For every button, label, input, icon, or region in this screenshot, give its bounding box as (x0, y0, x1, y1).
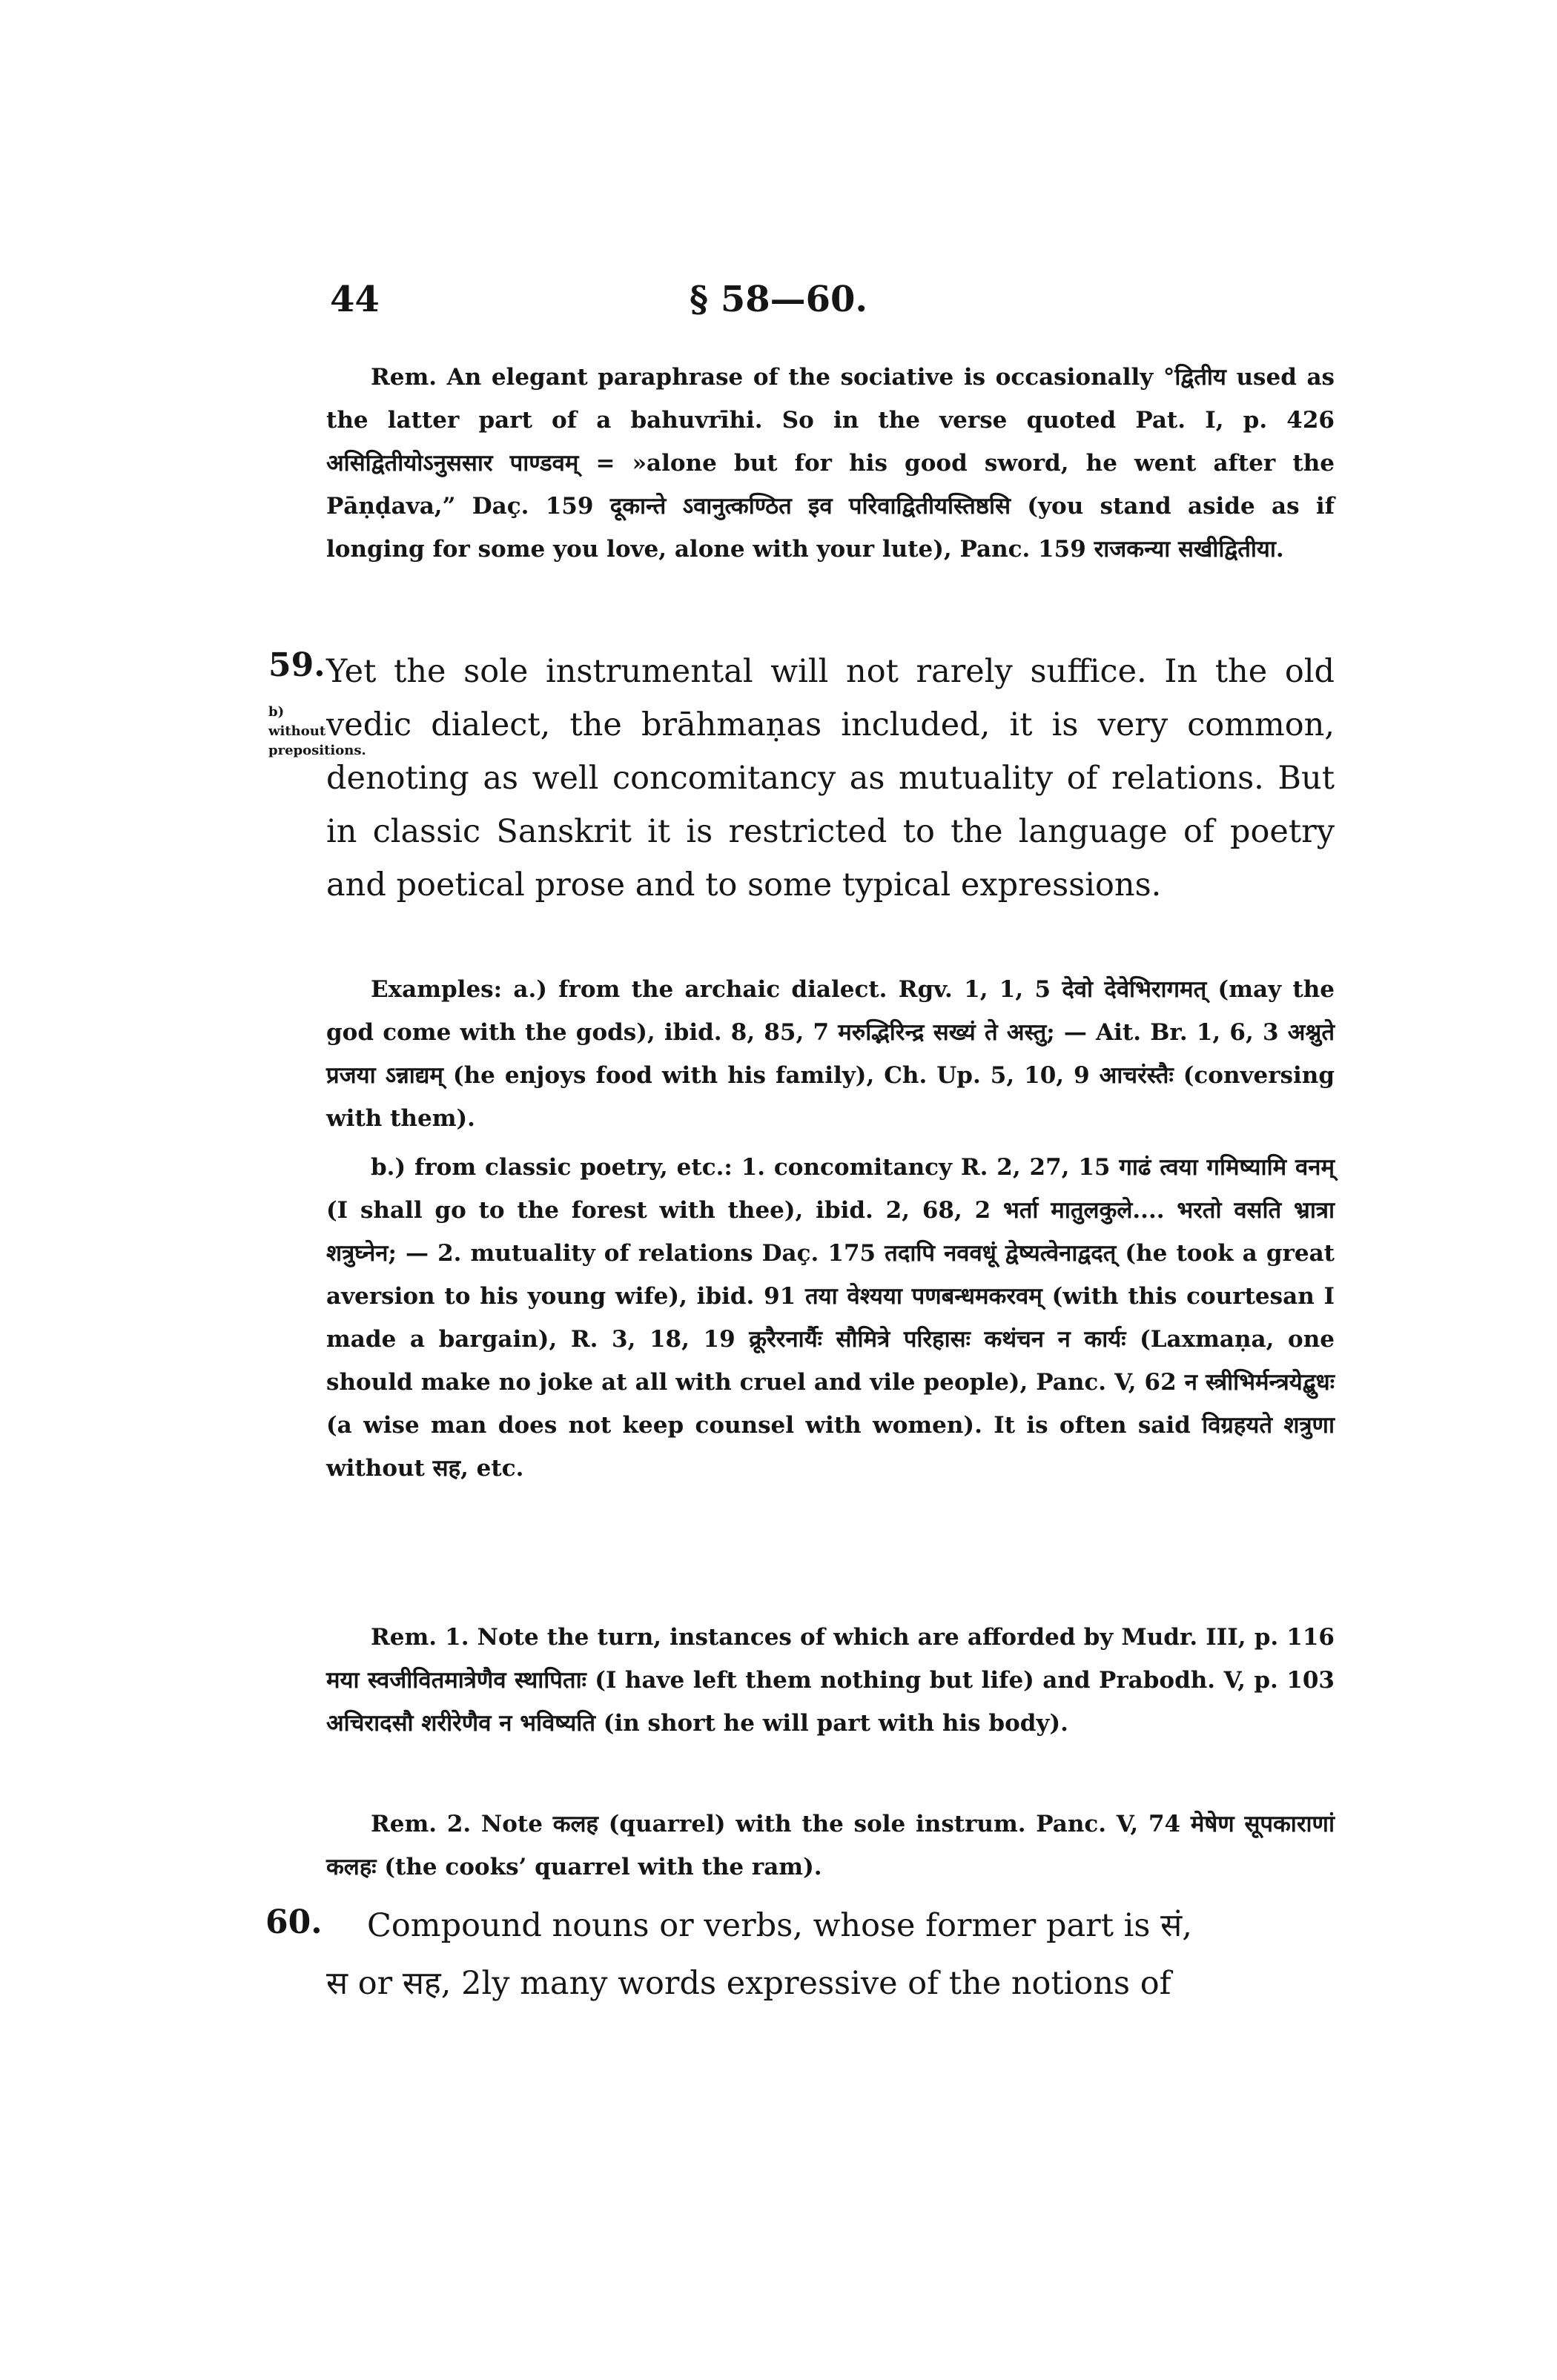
examples-a: Examples: a.) from the archaic dialect. Rgv. 1, 1, 5 देवो देवेभिरागमत् (may the god come with the gods), ibid. 8, 85, 7 मरुद्भिरिन्द्र सख्यं ते अस्तु; — Ait. Br. 1, 6, 3 अश्नुते प्रजया ऽन्नाद्यम् (he enjoys food with his family), Ch. Up. 5, 10, 9 आचरंस्तैः (conversing with them). (326, 976, 1335, 1132)
section-60-line-1: Compound nouns or verbs, whose former part is सं, (367, 1907, 1192, 1944)
remark-59-1: Rem. 1. Note the turn, instances of which are afforded by Mudr. III, p. 116 मया स्वजीवितमात्रेणैव स्थापिताः (I have left them nothing but life) and Prabodh. V, p. 103 अचिरादसौ शरीरेणैव न भविष्यति (in short he will part with his body). (326, 1624, 1335, 1737)
section-range: § 58—60. (690, 279, 868, 320)
examples-b: b.) from classic poetry, etc.: 1. concomitancy R. 2, 27, 15 गाढं त्वया गमिष्यामि वनम् (I shall go to the forest with thee), ibid. 2, 68, 2 भर्ता मातुलकुले.... भरतो वसति भ्रात्रा शत्रुघ्नेन; — 2. mutuality of relations Daç. 175 तदापि नववधूं द्वेष्यत्वेनाद्वदत् (he took a great aversion to his young wife), ibid. 91 तया वेश्यया पणबन्धमकरवम् (with this courtesan I made a bargain), R. 3, 18, 19 क्रूरैरनार्यैः सौमित्रे परिहासः कथंचन न कार्यः (Laxmaṇa, one should make no joke at all with cruel and vile people), Panc. V, 62 न स्त्रीभिर्मन्त्रयेद्बुधः (a wise man does not keep counsel with women). It is often said विग्रहयते शत्रुणा without सह, etc. (326, 1154, 1335, 1482)
section-59-side-note: b) without prepositions. (268, 704, 366, 758)
remark-59-2: Rem. 2. Note कलह (quarrel) with the sole instrum. Panc. V, 74 मेषेण सूपकाराणां कलहः (the cooks’ quarrel with the ram). (326, 1811, 1335, 1880)
page-header (0, 279, 1557, 323)
section-59-number: 59. (268, 646, 325, 684)
section-60-number: 60. (265, 1903, 323, 1941)
page-number: 44 (330, 279, 380, 320)
section-60-line-2: स or सह, 2ly many words expressive of the notions of (326, 1965, 1171, 2002)
section-59-text: Yet the sole instrumental will not rarely suffice. In the old vedic dialect, the brāhmaṇas included, it is very common, denoting as well concomitancy as mutuality of relations. But in classic Sanskrit it is restricted to the language of poetry and poetical prose and to some typical expressions. (326, 653, 1335, 904)
remark-58: Rem. An elegant paraphrase of the sociative is occasionally °द्वितीय used as the latter part of a bahuvrīhi. So in the verse quoted Pat. I, p. 426 असिद्वितीयोऽनुससार पाण्डवम् = »alone but for his good sword, he went after the Pāṇḍava,” Daç. 159 दूकान्ते ऽवानुत्कण्ठित इव परिवाद्वितीयस्तिष्ठसि (you stand aside as if longing for some you love, alone with your lute), Panc. 159 राजकन्या सखीद्वितीया. (326, 364, 1335, 563)
